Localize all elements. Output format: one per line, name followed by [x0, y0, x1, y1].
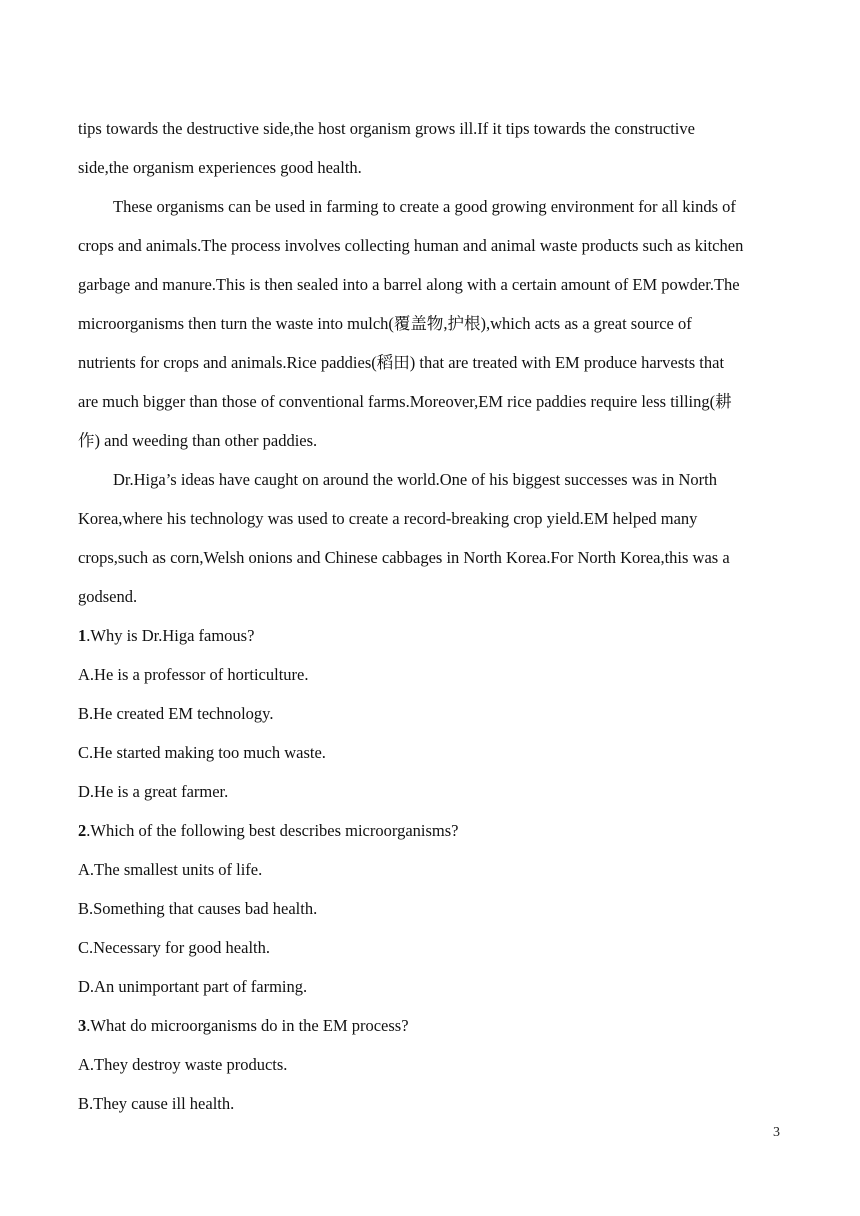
passage-line: These organisms can be used in farming to create a good growing environment for all kinds of [113, 197, 736, 216]
answer-option: B.He created EM technology. [78, 704, 274, 723]
answer-option: C.Necessary for good health. [78, 938, 270, 957]
passage-line: 作) and weeding than other paddies. [78, 431, 318, 450]
passage-line: side,the organism experiences good health. [78, 158, 362, 177]
question-text: .What do microorganisms do in the EM process? [86, 1016, 409, 1035]
question-stem [78, 811, 780, 850]
answer-option: B.Something that causes bad health. [78, 899, 318, 918]
passage-line: godsend. [78, 587, 138, 606]
passage-paragraph-2 [78, 187, 780, 460]
question-number: 1 [78, 626, 87, 645]
passage-line: garbage and manure.This is then sealed into a barrel along with a certain amount of EM powder.The [78, 275, 740, 294]
answer-option: A.They destroy waste products. [78, 1055, 288, 1074]
passage-line: crops and animals.The process involves collecting human and animal waste products such as kitchen [78, 236, 744, 255]
question-text: .Which of the following best describes microorganisms? [86, 821, 459, 840]
question-stem [78, 616, 780, 655]
question-1 [78, 616, 780, 811]
passage-line: microorganisms then turn the waste into mulch(覆盖物,护根),which acts as a great source of [78, 314, 692, 333]
passage-line: crops,such as corn,Welsh onions and Chinese cabbages in North Korea.For North Korea,this was a [78, 548, 730, 567]
passage-line: nutrients for crops and animals.Rice paddies(稻田) that are treated with EM produce harvests that [78, 353, 725, 372]
passage-paragraph-3 [78, 460, 780, 616]
question-2 [78, 811, 780, 1006]
question-text: .Why is Dr.Higa famous? [86, 626, 255, 645]
question-stem [78, 1006, 780, 1045]
passage-paragraph-1 [78, 109, 780, 187]
passage-line: are much bigger than those of conventional farms.Moreover,EM rice paddies require less tilling(耕 [78, 392, 732, 411]
question-3 [78, 1006, 780, 1123]
page-number: 3 [773, 1125, 780, 1140]
answer-option: A.He is a professor of horticulture. [78, 665, 309, 684]
answer-option: D.An unimportant part of farming. [78, 977, 308, 996]
question-number: 2 [78, 821, 87, 840]
answer-option: D.He is a great farmer. [78, 782, 229, 801]
passage-line: Korea,where his technology was used to create a record-breaking crop yield.EM helped many [78, 509, 698, 528]
answer-option: B.They cause ill health. [78, 1094, 235, 1113]
answer-option: C.He started making too much waste. [78, 743, 326, 762]
page-content [78, 109, 780, 1123]
passage-line: Dr.Higa’s ideas have caught on around the world.One of his biggest successes was in North [113, 470, 717, 489]
passage-line: tips towards the destructive side,the host organism grows ill.If it tips towards the constructive [78, 119, 695, 138]
question-number: 3 [78, 1016, 87, 1035]
answer-option: A.The smallest units of life. [78, 860, 263, 879]
